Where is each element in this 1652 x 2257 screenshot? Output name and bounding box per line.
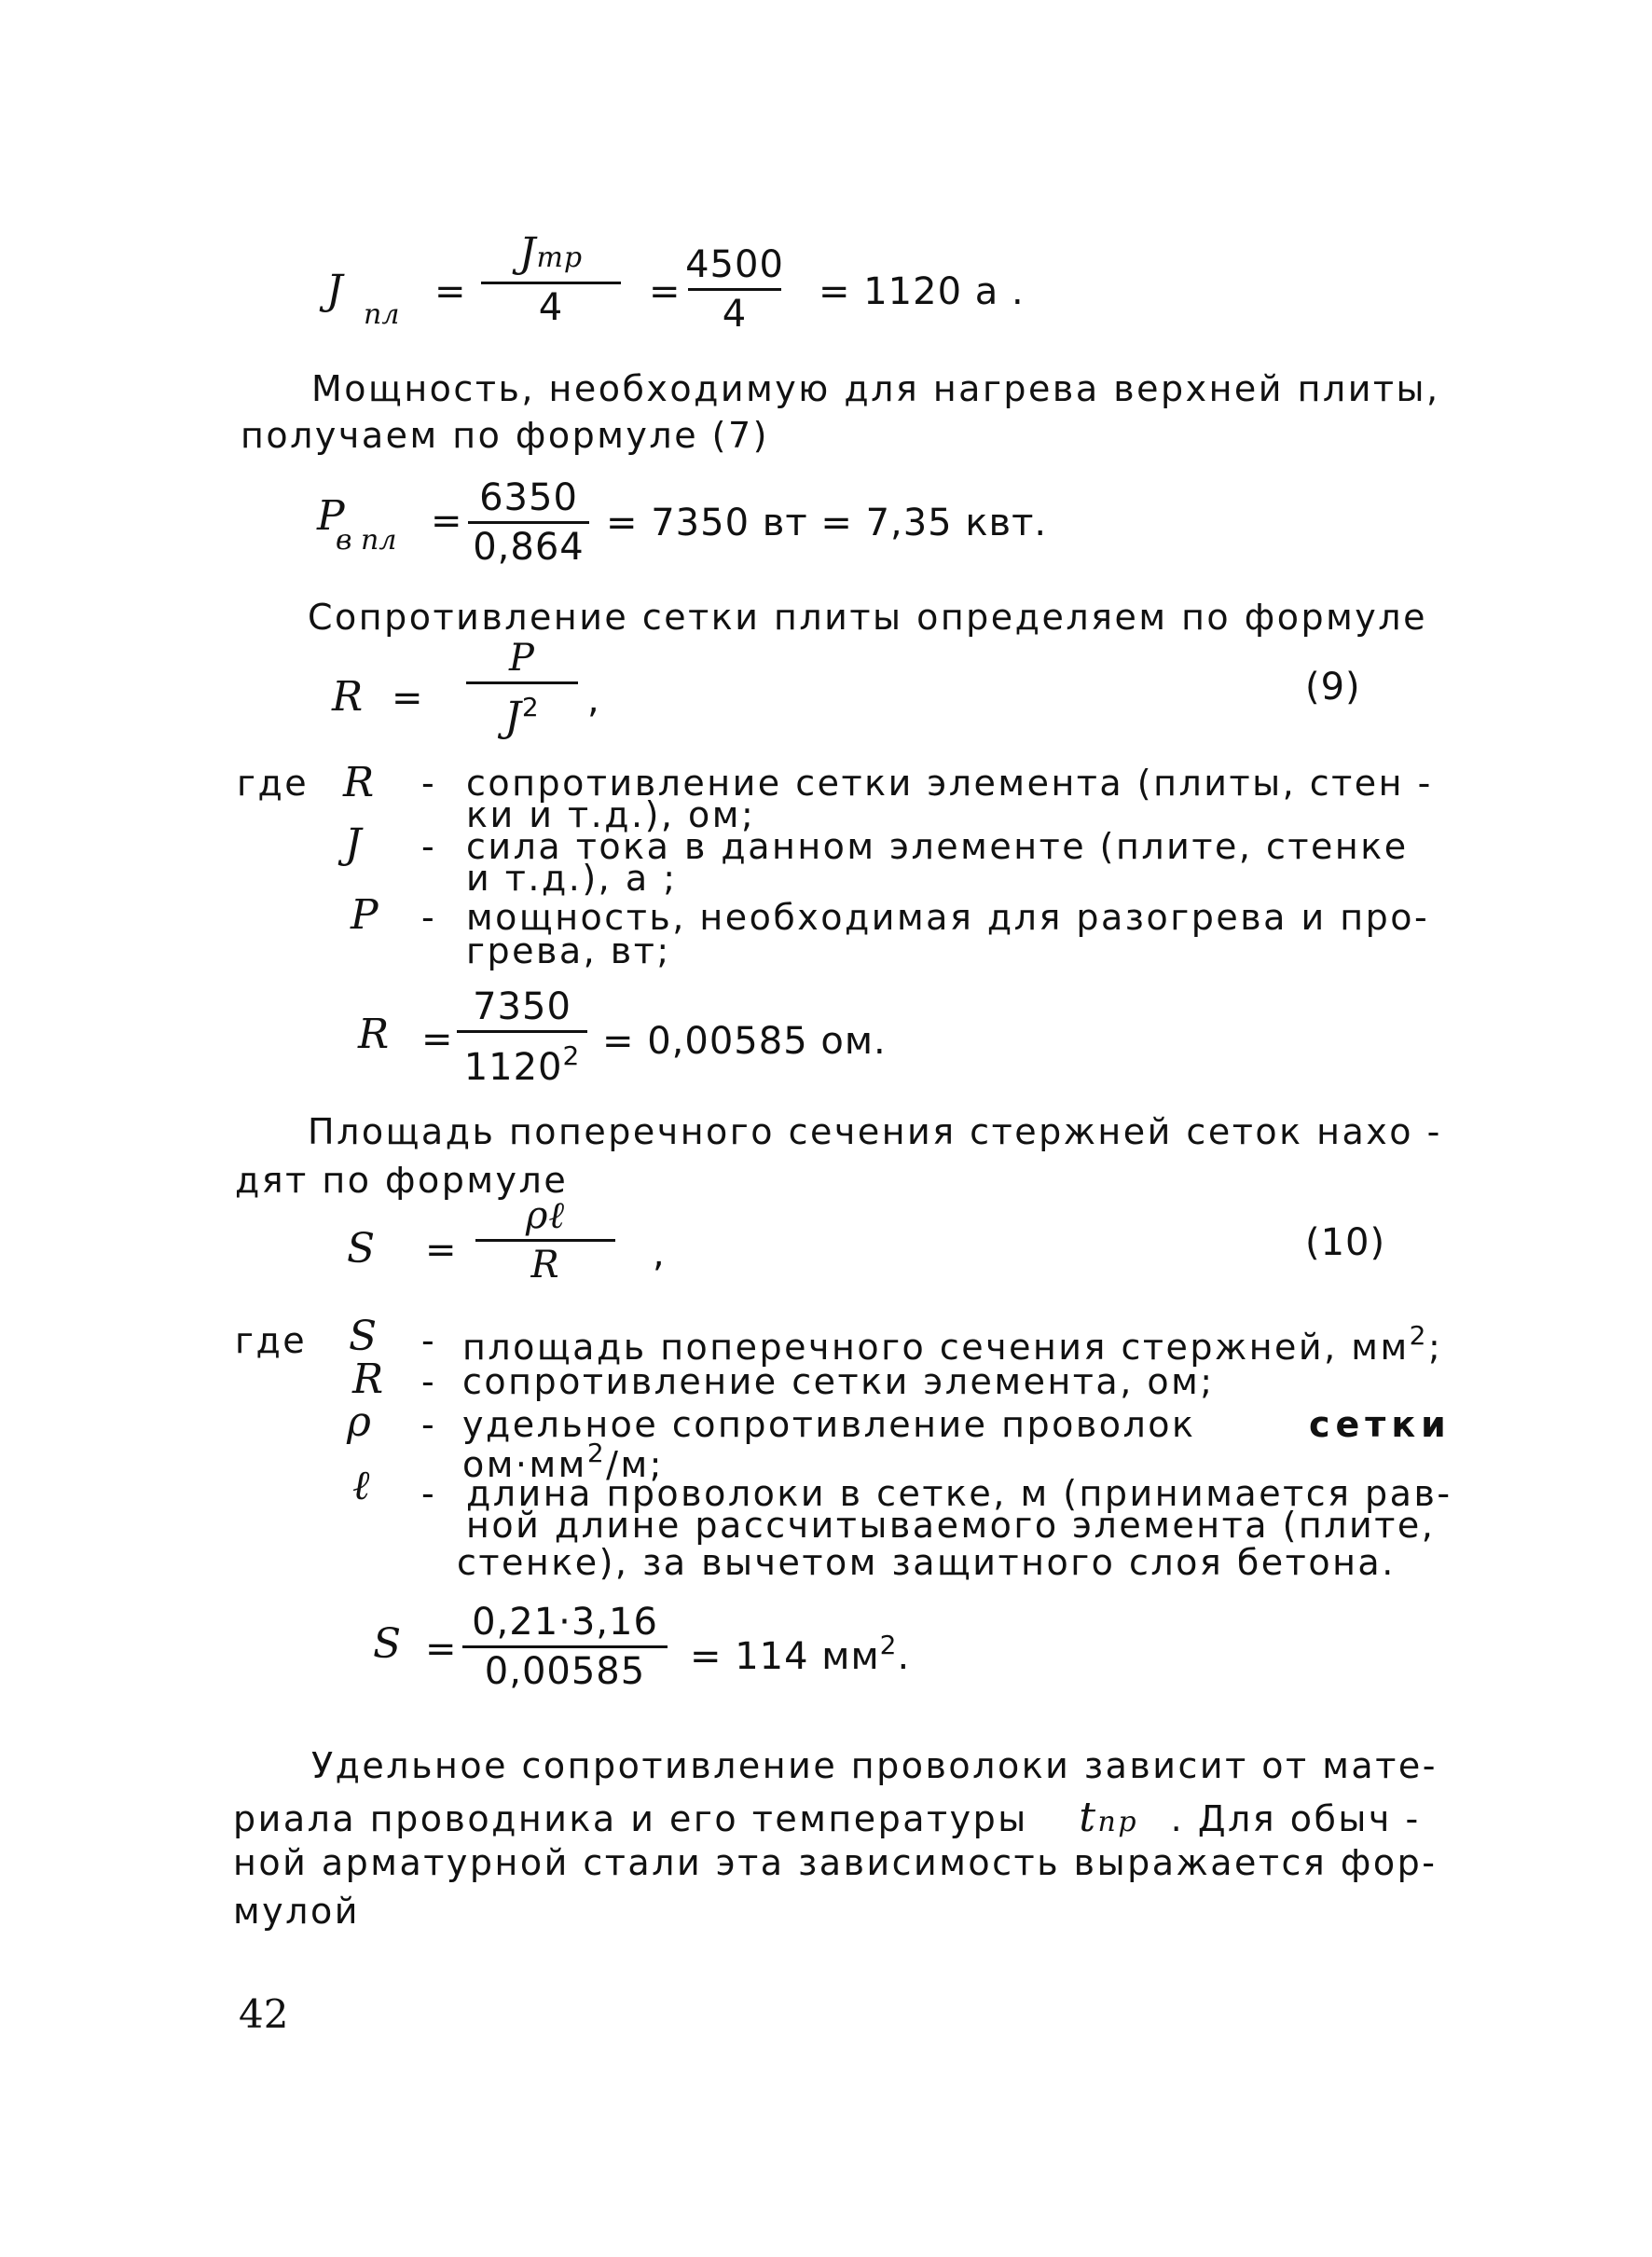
where2-text-rho-right: сетки — [1309, 1404, 1452, 1445]
eq1-fraction-2 — [685, 243, 784, 336]
fraction-bar — [457, 1030, 587, 1033]
eq4-equals: = — [425, 1628, 458, 1671]
where2-rho-unit: ом·мм — [462, 1444, 587, 1485]
eq1-lhs-symbol: J — [326, 267, 343, 314]
eq3-fraction — [457, 986, 587, 1088]
eq2-fraction — [468, 477, 589, 568]
where2-symbol-S: S — [349, 1313, 378, 1360]
where2-text-S-main: площадь поперечного сечения стержней, мм — [462, 1327, 1410, 1368]
eq2-equals: = — [431, 500, 463, 543]
eq9-den-symbol: J — [504, 694, 522, 741]
fraction-bar — [688, 288, 781, 291]
fraction-bar — [466, 681, 578, 684]
eq10-num: ρℓ — [525, 1194, 566, 1237]
where2-rho-unit-tail: /м; — [606, 1444, 664, 1485]
paragraph-cross-section-line-1: Площадь поперечного сечения стержней сеток нахо - — [308, 1111, 1442, 1152]
para4-line2-end: . Для обыч - — [1170, 1798, 1421, 1839]
eq4-den: 0,00585 — [484, 1650, 646, 1693]
paragraph-power-line-2: получаем по формуле (7) — [241, 415, 769, 456]
page-number: 42 — [239, 1991, 289, 2037]
where1-symbol-P: P — [351, 891, 379, 939]
eq9-fraction — [466, 638, 578, 739]
where2-text-R: сопротивление сетки элемента, ом; — [462, 1361, 1215, 1402]
paragraph-resistance: Сопротивление сетки плиты определяем по формуле — [308, 597, 1427, 638]
where1-dash-R: - — [421, 763, 437, 804]
eq3-den-base: 1120 — [463, 1046, 563, 1089]
eq2-den: 0,864 — [473, 526, 585, 569]
where1-text-J-line2: и т.д.), а ; — [466, 858, 678, 899]
eq4-result-power: 2 — [879, 1630, 898, 1660]
where2-dash-l: - — [421, 1473, 437, 1514]
where1-dash-J: - — [421, 826, 437, 867]
eq10-lhs: S — [347, 1225, 376, 1273]
where1-text-R-line2: ки и т.д.), ом; — [466, 794, 756, 835]
fraction-bar — [475, 1239, 615, 1242]
eq3-equals: = — [421, 1018, 454, 1061]
eq4-result-tail: . — [897, 1635, 911, 1678]
eq1-equals-1: = — [434, 270, 467, 313]
eq9-lhs: R — [332, 673, 364, 721]
fraction-bar — [462, 1645, 668, 1648]
eq4-result-main: = 114 мм — [690, 1635, 880, 1678]
where2-dash-S: - — [421, 1320, 437, 1361]
eq1-frac2-num: 4500 — [685, 243, 784, 286]
eq1-fraction-1 — [481, 229, 621, 329]
where1-text-P-line1: мощность, необходимая для разогрева и про- — [466, 897, 1430, 938]
paragraph-resistivity-line-2 — [233, 1794, 1421, 1841]
eq4-num: 0,21·3,16 — [472, 1601, 658, 1644]
fraction-bar — [468, 521, 589, 524]
eq9-den-power: 2 — [521, 692, 540, 723]
where2-text-l-line2: ной длине рассчитываемого элемента (плите, — [466, 1505, 1436, 1546]
paragraph-power-line-1: Мощность, необходимую для нагрева верхней плиты, — [311, 368, 1440, 409]
eq1-frac1-num-subscript: тр — [536, 241, 584, 274]
where2-symbol-l: ℓ — [352, 1462, 370, 1509]
where2-symbol-R: R — [352, 1356, 384, 1403]
eq2-result: = 7350 вт = 7,35 квт. — [606, 502, 1048, 544]
eq1-lhs-subscript: пл — [364, 298, 400, 331]
where2-rho-unit-power: 2 — [586, 1438, 607, 1468]
eq10-comma: , — [653, 1232, 666, 1275]
where2-text-rho: удельное сопротивление проволок — [462, 1404, 1196, 1445]
where2-label: где — [235, 1320, 308, 1361]
where2-text-S-tail: ; — [1427, 1327, 1443, 1368]
eq3-lhs: R — [358, 1011, 390, 1058]
eq1-frac1-den: 4 — [538, 286, 564, 329]
where2-text-l-line1: длина проволоки в сетке, м (принимается рав- — [466, 1473, 1452, 1514]
eq10-equals: = — [425, 1229, 458, 1272]
eq3-den-power: 2 — [562, 1040, 581, 1071]
eq2-lhs-symbol: P — [317, 492, 345, 540]
eq2-num: 6350 — [479, 476, 578, 519]
eq3-result: = 0,00585 ом. — [602, 1020, 887, 1063]
eq9-comma: , — [587, 679, 600, 722]
eq4-fraction — [462, 1602, 668, 1692]
paragraph-cross-section-line-2: дят по формуле — [235, 1160, 569, 1201]
paragraph-resistivity-line-3: ной арматурной стали эта зависимость выражается фор- — [233, 1842, 1438, 1883]
eq4-result — [690, 1630, 910, 1678]
where1-label: где — [237, 763, 310, 804]
eq2-lhs-subscript: в пл — [336, 524, 397, 557]
where2-dash-R: - — [421, 1361, 437, 1402]
where1-text-J-line1: сила тока в данном элементе (плите, стенке — [466, 826, 1409, 867]
where2-text-S-power: 2 — [1409, 1320, 1428, 1351]
where1-symbol-R: R — [343, 759, 375, 806]
eq10-number: (10) — [1305, 1221, 1386, 1264]
eq4-lhs: S — [373, 1620, 402, 1668]
where1-dash-P: - — [421, 897, 437, 938]
where2-dash-rho: - — [421, 1404, 437, 1445]
eq3-num: 7350 — [473, 985, 571, 1028]
where1-text-R-line1: сопротивление сетки элемента (плиты, стен - — [466, 763, 1433, 804]
eq1-frac1-num-symbol: J — [518, 229, 537, 277]
paragraph-resistivity-line-4: мулой — [233, 1891, 360, 1932]
where1-text-P-line2: грева, вт; — [466, 930, 671, 971]
para4-t-symbol: t — [1079, 1794, 1098, 1841]
eq1-equals-2: = — [649, 270, 681, 313]
eq1-result: = 1120 а . — [819, 270, 1025, 313]
paragraph-resistivity-line-1: Удельное сопротивление проволоки зависит от мате- — [311, 1745, 1438, 1786]
fraction-bar — [481, 282, 621, 284]
eq10-fraction — [475, 1195, 615, 1286]
eq9-number: (9) — [1305, 666, 1361, 709]
where1-symbol-J: J — [345, 820, 362, 868]
eq10-den: R — [530, 1244, 560, 1287]
para4-line2-start: риала проводника и его температуры — [233, 1798, 1028, 1839]
eq9-num: P — [509, 637, 535, 680]
where2-text-l-line3: стенке), за вычетом защитного слоя бетона. — [457, 1542, 1396, 1583]
where2-symbol-rho: ρ — [347, 1398, 371, 1446]
para4-t-subscript: пр — [1097, 1806, 1139, 1838]
eq1-frac2-den: 4 — [722, 293, 748, 336]
eq9-equals: = — [392, 677, 424, 720]
